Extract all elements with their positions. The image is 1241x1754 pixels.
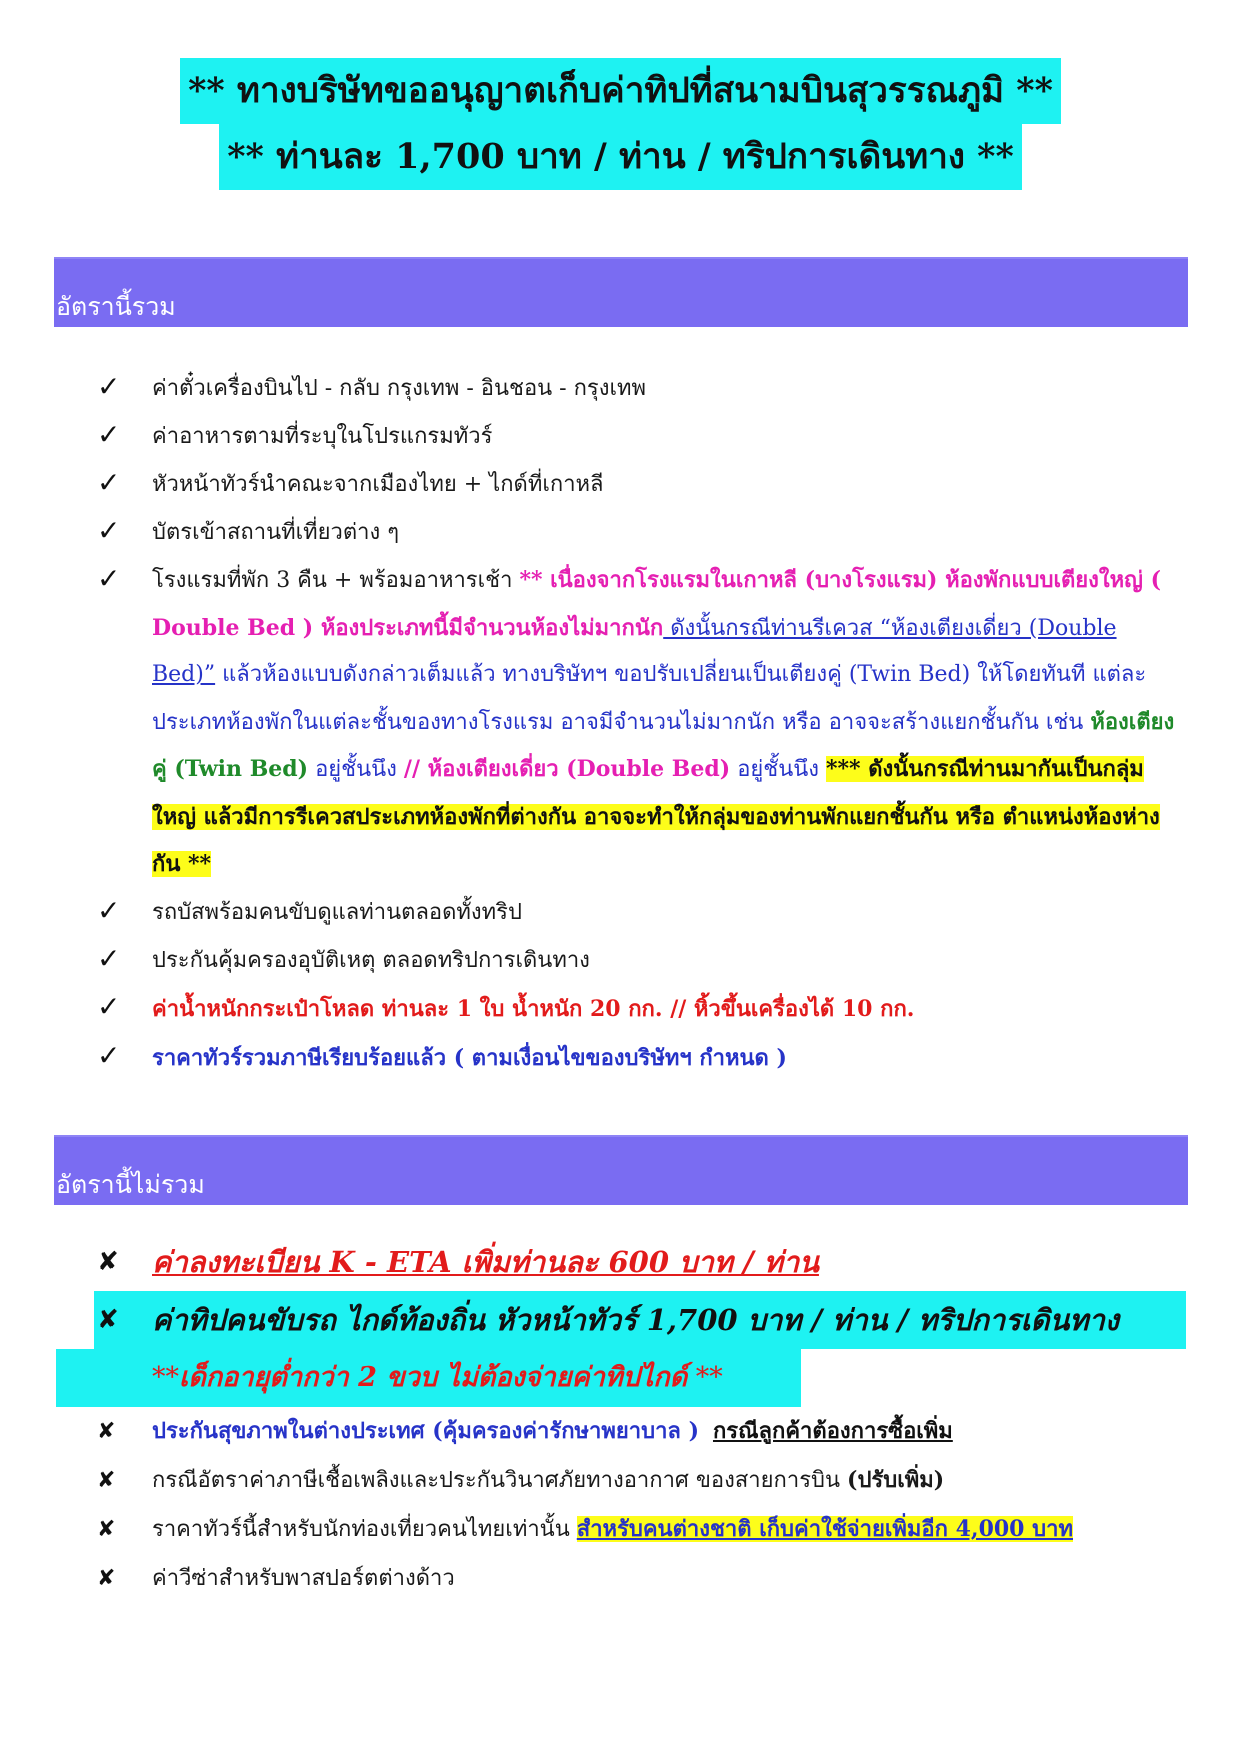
item-luggage: ค่าน้ำหนักกระเป๋าโหลด ท่านละ 1 ใบ น้ำหนัก 20 กก. // หิ้วขึ้นเครื่องได้ 10 กก. — [152, 995, 915, 1022]
item-tip-child-note — [152, 1349, 723, 1407]
check-icon: ✓ — [97, 562, 121, 595]
cross-icon: ✘ — [97, 1468, 116, 1493]
cross-icon: ✘ — [97, 1566, 116, 1591]
item-health: ประกันสุขภาพในต่างประเทศ (คุ้มครองค่ารักษาพยาบาล ) — [152, 1418, 699, 1444]
list-item — [0, 1505, 1241, 1554]
item-thai-only: ราคาทัวร์นี้สำหรับนักท่องเที่ยวคนไทยเท่านั้น — [152, 1517, 577, 1542]
item-tax: ราคาทัวร์รวมภาษีเรียบร้อยแล้ว ( ตามเงื่อนไขของบริษัทฯ กำหนด ) — [152, 1044, 787, 1071]
excluded-section-title: อัตรานี้ไม่รวม — [54, 1135, 1188, 1205]
item-insurance: ประกันคุ้มครองอุบัติเหตุ ตลอดทริปการเดินทาง — [152, 947, 590, 973]
cross-icon: ✘ — [97, 1247, 119, 1277]
list-item — [0, 985, 1241, 1034]
list-item — [0, 1456, 1241, 1505]
header-line-1: ** ทางบริษัทขออนุญาตเก็บค่าทิปที่สนามบินสุวรรณภูมิ ** — [180, 58, 1061, 124]
hotel-request-note: ดังนั้นกรณีท่านรีเควส “ห้องเตียงเดี่ยว (Double Bed)” — [152, 615, 1117, 687]
list-item — [0, 1554, 1241, 1603]
header-line-2: ** ท่านละ 1,700 บาท / ท่าน / ทริปการเดินทาง ** — [219, 124, 1022, 190]
item-visa: ค่าวีซ่าสำหรับพาสปอร์ตต่างด้าว — [152, 1566, 455, 1591]
cross-icon: ✘ — [97, 1419, 116, 1444]
item-fuel-note: (ปรับเพิ่ม) — [847, 1467, 945, 1493]
list-item — [0, 889, 1241, 937]
check-icon: ✓ — [97, 370, 121, 403]
list-item — [0, 365, 1241, 413]
tip-child-text: เด็กอายุต่ำกว่า 2 ขวบ ไม่ต้องจ่ายค่าทิปไกด์ — [179, 1362, 688, 1393]
list-item-hotel — [0, 557, 1241, 889]
included-section-title: อัตรานี้รวม — [54, 257, 1188, 327]
list-item — [0, 937, 1241, 985]
item-health-note: กรณีลูกค้าต้องการซื้อเพิ่ม — [712, 1418, 953, 1444]
item-keta: ค่าลงทะเบียน K - ETA เพิ่มท่านละ 600 บาท / ท่าน — [152, 1245, 819, 1279]
item-flight: ค่าตั๋วเครื่องบินไป - กลับ กรุงเทพ - อินชอน - กรุงเทพ — [152, 376, 647, 401]
check-icon: ✓ — [97, 514, 121, 547]
check-icon: ✓ — [97, 989, 121, 1023]
hotel-floor-2: อยู่ชั้นนึง — [730, 757, 827, 782]
list-item — [0, 413, 1241, 461]
check-icon: ✓ — [97, 1038, 121, 1072]
hotel-double-bed-note: ** เนื่องจากโรงแรมในเกาหลี (บางโรงแรม) ห้องพักแบบเตียงใหญ่ ( Double Bed ) ห้องประเภทนี้มีจำนวนห้องไม่มากนัก — [152, 567, 1161, 641]
check-icon: ✓ — [97, 418, 121, 451]
list-item — [0, 461, 1241, 509]
list-item — [0, 509, 1241, 557]
header-notice — [0, 58, 1241, 190]
list-item-tip — [0, 1291, 1241, 1407]
check-icon: ✓ — [97, 893, 121, 927]
cross-icon: ✘ — [97, 1517, 116, 1542]
list-item — [0, 1034, 1241, 1083]
excluded-list — [0, 1233, 1241, 1603]
list-item — [0, 1407, 1241, 1456]
item-leader: หัวหน้าทัวร์นำคณะจากเมืองไทย + ไกด์ที่เกาหลี — [152, 472, 604, 497]
check-icon: ✓ — [97, 466, 121, 499]
cross-icon: ✘ — [97, 1305, 119, 1335]
hotel-double-bed-label: // ห้องเตียงเดี่ยว (Double Bed) — [403, 756, 731, 782]
hotel-group-warning: *** ดังนั้นกรณีท่านมากันเป็นกลุ่มใหญ่ แล้วมีการรีเควสประเภทห้องพักที่ต่างกัน อาจจะทำให้กลุ่มของท่านพักแยกชั้นกัน หรือ ตำแหน่งห้องห่างกัน ** — [152, 756, 1160, 877]
hotel-twin-bed-note: แล้วห้องแบบดังกล่าวเต็มแล้ว ทางบริษัทฯ ขอปรับเปลี่ยนเป็นเตียงคู่ (Twin Bed) ให้โดยทันที แต่ละประเภทห้องพักในแต่ละชั้นของทางโรงแรม อาจมีจำนวนไม่มากนัก หรือ อาจจะสร้างแยกชั้นกัน เช่น — [152, 662, 1147, 735]
item-tickets: บัตรเข้าสถานที่เที่ยวต่าง ๆ — [152, 520, 400, 545]
tip-mark-open: ** — [152, 1362, 179, 1393]
item-meals: ค่าอาหารตามที่ระบุในโปรแกรมทัวร์ — [152, 424, 493, 449]
item-foreigner-fee: สำหรับคนต่างชาติ เก็บค่าใช้จ่ายเพิ่มอีก 4,000 บาท — [576, 1516, 1073, 1542]
list-item — [0, 1233, 1241, 1291]
hotel-floor-1: อยู่ชั้นนึง — [308, 757, 404, 782]
hotel-twin-bed-label: ห้องเตียงคู่ (Twin Bed) — [152, 708, 1175, 782]
item-bus: รถบัสพร้อมคนขับดูแลท่านตลอดทั้งทริป — [152, 899, 522, 925]
hotel-text: โรงแรมที่พัก 3 คืน + พร้อมอาหารเช้า — [152, 568, 520, 593]
item-tip: ค่าทิปคนขับรถ ไกด์ท้องถิ่น หัวหน้าทัวร์ 1,700 บาท / ท่าน / ทริปการเดินทาง — [152, 1303, 1119, 1337]
check-icon: ✓ — [97, 941, 121, 975]
tip-mark-close: ** — [687, 1362, 723, 1393]
item-fuel: กรณีอัตราค่าภาษีเชื้อเพลิงและประกันวินาศภัยทางอากาศ ของสายการบิน — [152, 1468, 848, 1493]
included-list — [0, 365, 1241, 1083]
